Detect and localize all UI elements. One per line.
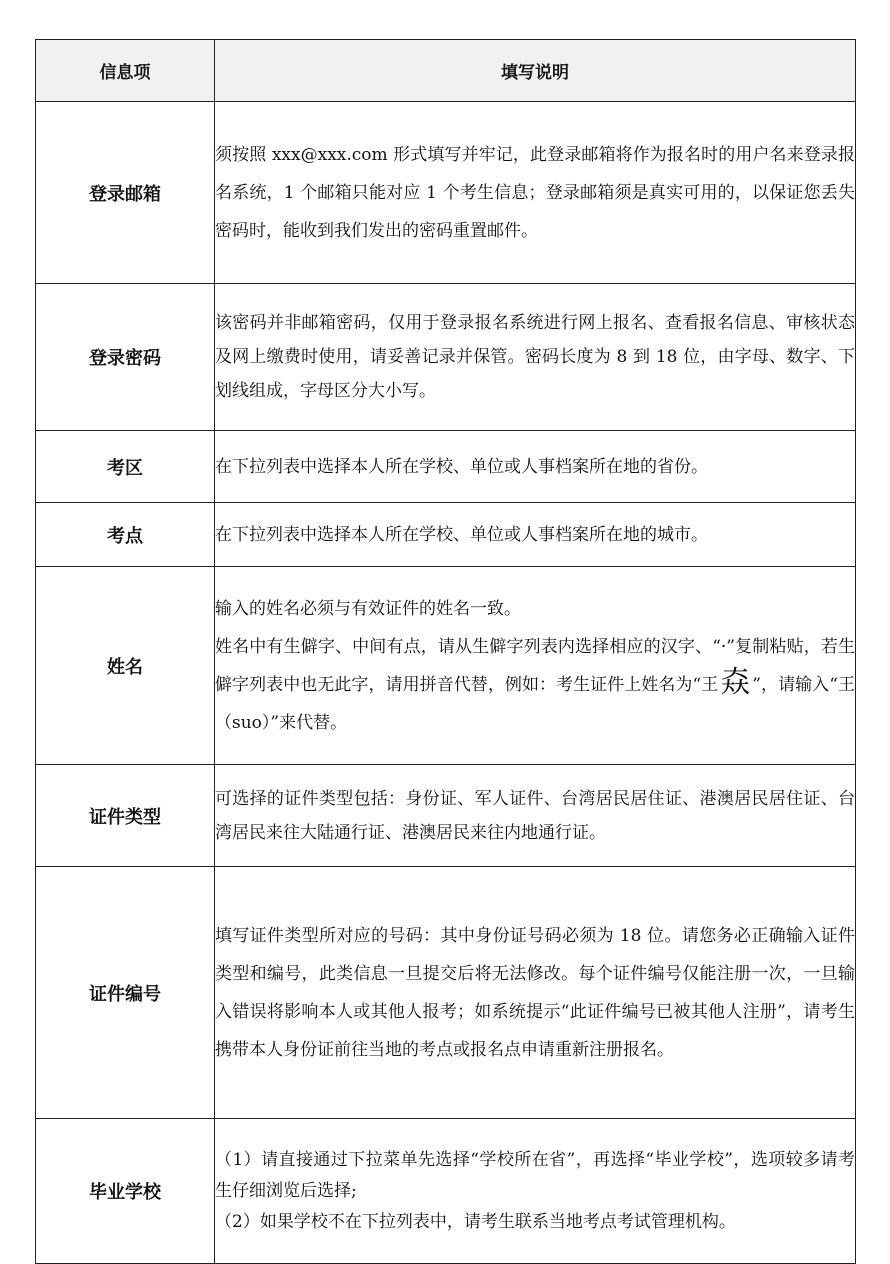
label-exam-site: 考点	[36, 503, 215, 567]
desc-exam-site: 在下拉列表中选择本人所在学校、单位或人事档案所在地的城市。	[215, 503, 856, 567]
desc-login-password: 该密码并非邮箱密码，仅用于登录报名系统进行网上报名、查看报名信息、审核状态及网上缴费时使用，请妥善记录并保管。密码长度为 8 到 18 位，由字母、数字、下划线组成，字母区分大小写。	[215, 284, 856, 431]
table-row	[36, 1119, 856, 1264]
table-row	[36, 765, 856, 867]
table-row	[36, 867, 856, 1119]
table-row	[36, 431, 856, 503]
label-id-type: 证件类型	[36, 765, 215, 867]
rare-character-example: 𡘙	[720, 664, 751, 700]
name-rule-1: 输入的姓名必须与有效证件的姓名一致。	[215, 598, 521, 619]
label-login-password: 登录密码	[36, 284, 215, 431]
desc-exam-zone: 在下拉列表中选择本人所在学校、单位或人事档案所在地的省份。	[215, 431, 856, 503]
desc-login-email: 须按照 xxx@xxx.com 形式填写并牢记，此登录邮箱将作为报名时的用户名来登录报名系统，1 个邮箱只能对应 1 个考生信息；登录邮箱须是真实可用的，以保证您丢失密码时，能收到我们发出的密码重置邮件。	[215, 102, 856, 284]
label-graduation-school: 毕业学校	[36, 1119, 215, 1264]
desc-id-type: 可选择的证件类型包括：身份证、军人证件、台湾居民居住证、港澳居民居住证、台湾居民来往大陆通行证、港澳居民来往内地通行证。	[215, 765, 856, 867]
name-rule-2-tail: ”，请输入“王（suo）”来代替。	[215, 674, 855, 733]
name-rule-2-text: 姓名中有生僻字、中间有点，请从生僻字列表内选择相应的汉字、“·”复制粘贴，若生僻字列表中也无此字，请用拼音代替，例如：考生证件上姓名为“王	[215, 636, 855, 695]
desc-name	[215, 567, 856, 765]
label-exam-zone: 考区	[36, 431, 215, 503]
table-row	[36, 503, 856, 567]
table-row	[36, 567, 856, 765]
label-name: 姓名	[36, 567, 215, 765]
desc-id-number: 填写证件类型所对应的号码：其中身份证号码必须为 18 位。请您务必正确输入证件类型和编号，此类信息一旦提交后将无法修改。每个证件编号仅能注册一次，一旦输入错误将影响本人或其他人报考；如系统提示“此证件编号已被其他人注册”，请考生携带本人身份证前往当地的考点或报名点申请重新注册报名。	[215, 867, 856, 1119]
table-header-row	[36, 40, 856, 102]
header-info-item: 信息项	[36, 40, 215, 102]
header-instructions: 填写说明	[215, 40, 856, 102]
school-rule-2: （2）如果学校不在下拉列表中，请考生联系当地考点考试管理机构。	[215, 1211, 736, 1232]
registration-instructions-table	[35, 39, 856, 1264]
desc-graduation-school	[215, 1119, 856, 1264]
name-rule-2	[215, 628, 855, 742]
label-id-number: 证件编号	[36, 867, 215, 1119]
label-login-email: 登录邮箱	[36, 102, 215, 284]
school-rule-1: （1）请直接通过下拉菜单先选择“学校所在省”，再选择“毕业学校”，选项较多请考生仔细浏览后选择;	[215, 1149, 855, 1201]
table-row	[36, 284, 856, 431]
table-row	[36, 102, 856, 284]
